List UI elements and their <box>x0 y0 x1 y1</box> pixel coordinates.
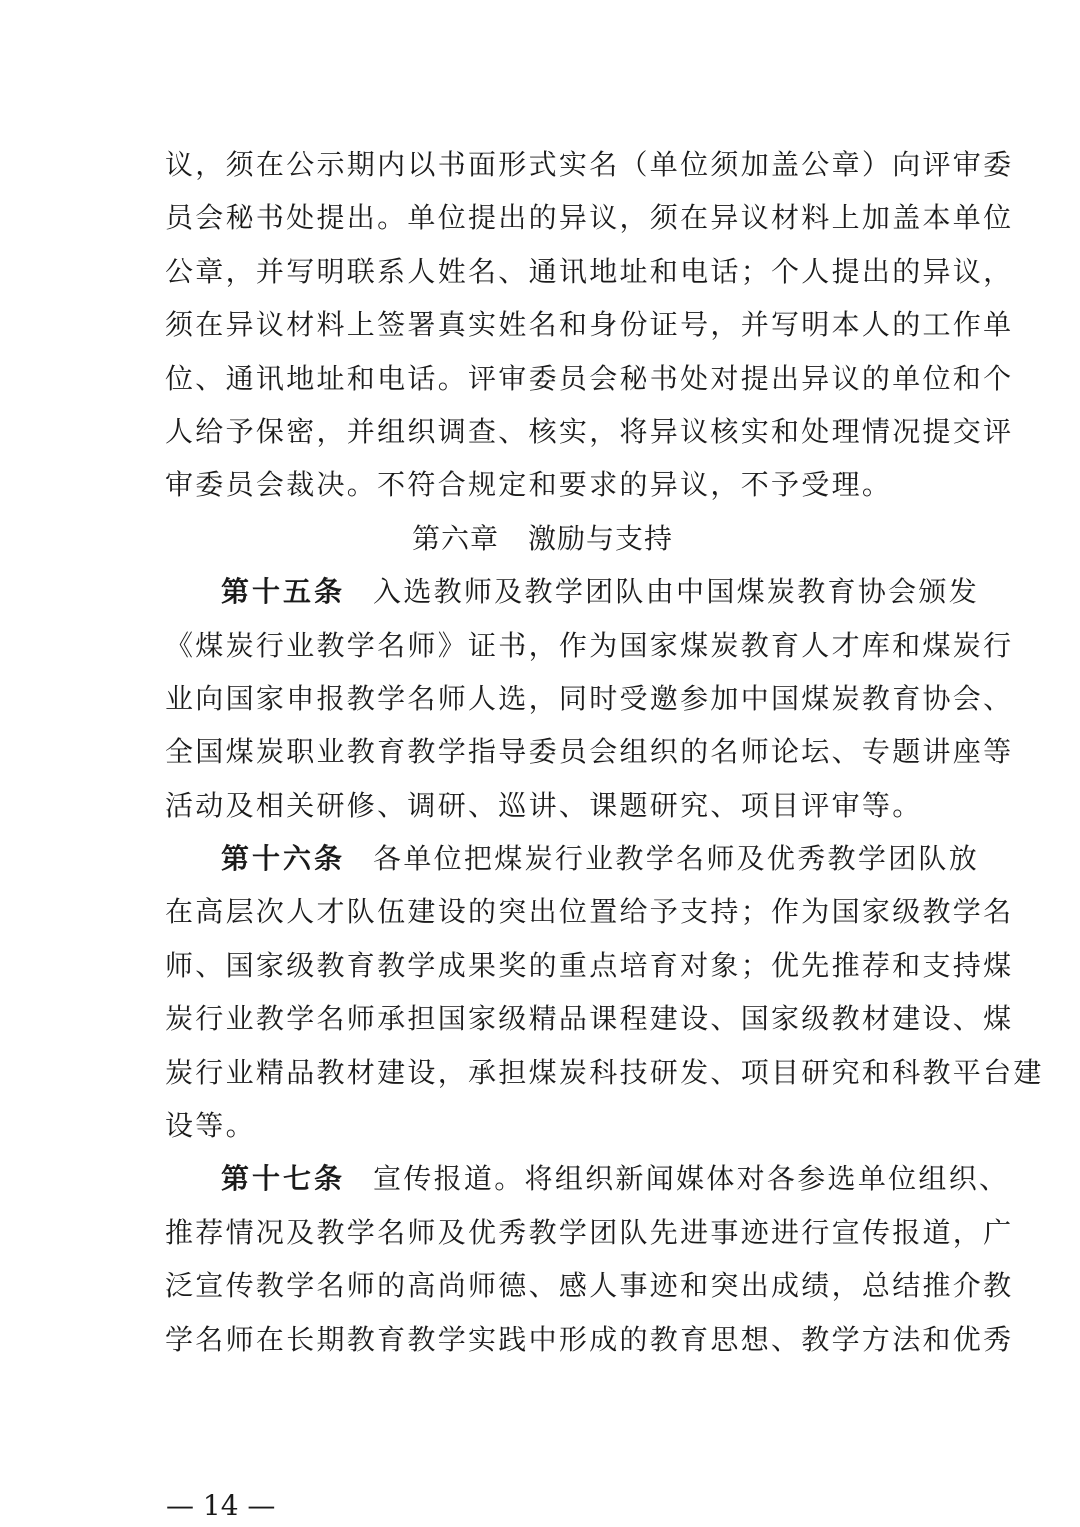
text-line: 《煤炭行业教学名师》证书，作为国家煤炭教育人才库和煤炭行 <box>165 628 1014 662</box>
article-text: 各单位把煤炭行业教学名师及优秀教学团队放 <box>373 842 980 876</box>
article-label: 第十七条 <box>221 1162 346 1196</box>
text-line: 推荐情况及教学名师及优秀教学团队先进事迹进行宣传报道，广 <box>165 1215 1014 1249</box>
article-text: 入选教师及教学团队由中国煤炭教育协会颁发 <box>373 575 980 609</box>
text-line <box>165 832 980 885</box>
paragraph-objection-procedure <box>165 138 1014 512</box>
text-line <box>165 1152 1010 1205</box>
document-body <box>165 138 1044 1366</box>
article-label: 第十五条 <box>221 575 346 609</box>
text-line: 业向国家申报教学名师人选，同时受邀参加中国煤炭教育协会、 <box>165 681 1014 715</box>
text-line: 人给予保密，并组织调查、核实，将异议核实和处理情况提交评 <box>165 414 1014 448</box>
article-17 <box>165 1152 1014 1366</box>
text-line: 须在异议材料上签署真实姓名和身份证号，并写明本人的工作单 <box>165 308 1014 342</box>
text-line: 位、通讯地址和电话。评审委员会秘书处对提出异议的单位和个 <box>165 361 1014 395</box>
text-line: 学名师在长期教育教学实践中形成的教育思想、教学方法和优秀 <box>165 1322 1014 1356</box>
text-line: 师、国家级教育教学成果奖的重点培育对象；优先推荐和支持煤 <box>165 948 1014 982</box>
page-number: — 14 — <box>166 1489 276 1522</box>
article-15 <box>165 565 1014 832</box>
text-line: 活动及相关研修、调研、巡讲、课题研究、项目评审等。 <box>165 788 923 822</box>
text-line: 设等。 <box>165 1109 256 1143</box>
text-line: 审委员会裁决。不符合规定和要求的异议，不予受理。 <box>165 468 893 502</box>
text-line <box>165 565 980 618</box>
text-line: 在高层次人才队伍建设的突出位置给予支持；作为国家级教学名 <box>165 895 1014 929</box>
chapter-heading: 第六章 激励与支持 <box>411 521 673 555</box>
article-text: 宣传报道。将组织新闻媒体对各参选单位组织、 <box>373 1162 1010 1196</box>
article-label: 第十六条 <box>221 842 346 876</box>
text-line: 全国煤炭职业教育教学指导委员会组织的名师论坛、专题讲座等 <box>165 735 1014 769</box>
text-line: 议，须在公示期内以书面形式实名（单位须加盖公章）向评审委 <box>165 148 1014 181</box>
text-line: 泛宣传教学名师的高尚师德、感人事迹和突出成绩，总结推介教 <box>165 1269 1014 1303</box>
text-line: 员会秘书处提出。单位提出的异议，须在异议材料上加盖本单位 <box>165 201 1014 235</box>
text-line: 公章，并写明联系人姓名、通讯地址和电话；个人提出的异议， <box>165 254 1014 288</box>
text-line: 炭行业精品教材建设，承担煤炭科技研发、项目研究和科教平台建 <box>165 1055 1044 1089</box>
text-line: 炭行业教学名师承担国家级精品课程建设、国家级教材建设、煤 <box>165 1002 1014 1036</box>
article-16 <box>165 832 1044 1152</box>
